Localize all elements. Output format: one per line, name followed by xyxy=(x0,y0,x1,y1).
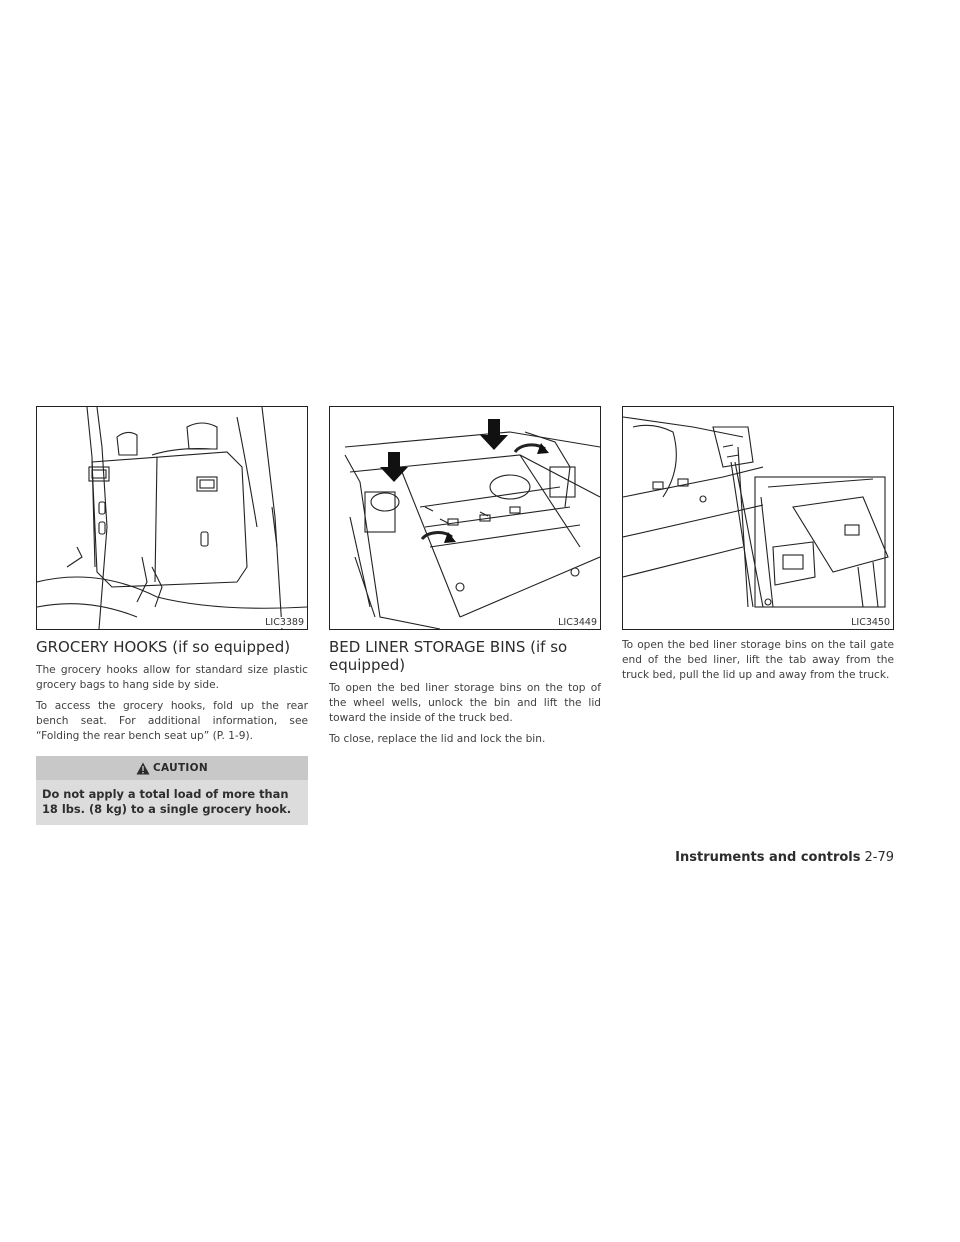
section-title: BED LINER STORAGE BINS (if so equipped) xyxy=(329,638,568,674)
figure-bed-liner-bins xyxy=(329,406,601,630)
footer-section-name: Instruments and controls xyxy=(675,850,861,865)
page-number: 2-79 xyxy=(864,850,894,865)
section-title: GROCERY HOOKS (if so equipped) xyxy=(36,638,291,656)
figure-label: LIC3449 xyxy=(558,617,597,628)
figure-label: LIC3389 xyxy=(265,617,304,628)
figure-tailgate-bins xyxy=(622,406,894,630)
caution-header xyxy=(36,756,308,780)
paragraph: The grocery hooks allow for standard size plastic grocery bags to hang side by side. xyxy=(36,664,308,691)
truck-bed-illustration xyxy=(330,407,600,629)
rear-seat-illustration xyxy=(37,407,307,629)
caution-box xyxy=(36,756,308,825)
paragraph: To close, replace the lid and lock the bin. xyxy=(329,733,546,745)
paragraph: To open the bed liner storage bins on the top of the wheel wells, unlock the bin and lift the lid toward the inside of the truck bed. xyxy=(329,682,601,724)
column-grocery-hooks xyxy=(36,406,308,825)
paragraph: To access the grocery hooks, fold up the rear bench seat. For additional information, see “Folding the rear bench seat up” (P. 1-9). xyxy=(36,700,308,742)
warning-triangle-icon xyxy=(136,762,150,775)
figure-grocery-hooks xyxy=(36,406,308,630)
figure-label: LIC3450 xyxy=(851,617,890,628)
column-tailgate-bins xyxy=(622,406,894,689)
page-footer xyxy=(675,850,894,865)
caution-text: Do not apply a total load of more than 18 lbs. (8 kg) to a single grocery hook. xyxy=(42,787,292,816)
paragraph: To open the bed liner storage bins on the tail gate end of the bed liner, lift the tab away from the truck bed, pull the lid up and away from the truck. xyxy=(622,639,894,681)
column-bed-liner-bins xyxy=(329,406,601,753)
tailgate-bin-illustration xyxy=(623,407,893,629)
caution-heading: CAUTION xyxy=(153,762,208,774)
